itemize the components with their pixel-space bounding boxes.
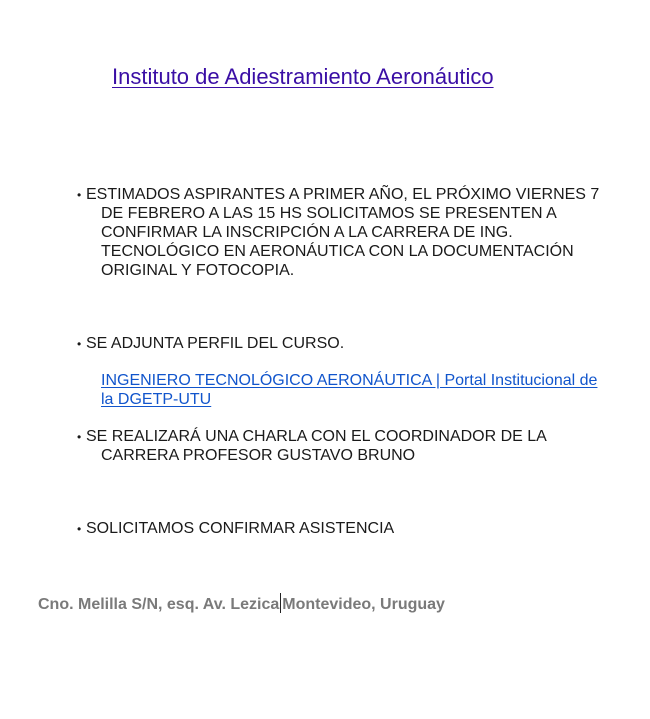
bullet-marker: • bbox=[77, 337, 82, 351]
bullet-text: SOLICITAMOS CONFIRMAR ASISTENCIA bbox=[86, 520, 395, 537]
bullet-marker: • bbox=[77, 188, 82, 202]
address-street: Cno. Melilla S/N, esq. Av. Lezica bbox=[38, 596, 280, 613]
bullet-text: SE ADJUNTA PERFIL DEL CURSO. bbox=[86, 335, 345, 352]
bullet-item-asistencia bbox=[77, 519, 607, 538]
course-profile-link[interactable]: INGENIERO TECNOLÓGICO AERONÁUTICA | Portal Institucional de la DGETP-UTU bbox=[101, 372, 598, 408]
bullet-text: SE REALIZARÁ UNA CHARLA CON EL COORDINADOR DE LA CARRERA PROFESOR GUSTAVO BRUNO bbox=[86, 428, 546, 464]
bullet-item-convocatoria bbox=[77, 185, 607, 280]
bullet-text: ESTIMADOS ASPIRANTES A PRIMER AÑO, EL PRÓXIMO VIERNES 7 DE FEBRERO A LAS 15 HS SOLICITAMOS SE PRESENTEN A CONFIRMAR LA INSCRIPCIÓN A LA CARRERA DE ING. TECNOLÓGICO EN AERONÁUTICA CON LA DOCUMENTACIÓN ORIGINAL Y FOTOCOPIA. bbox=[86, 186, 600, 279]
bullet-item-charla bbox=[77, 427, 607, 465]
bullet-marker: • bbox=[77, 430, 82, 444]
page-title-link[interactable]: Instituto de Adiestramiento Aeronáutico bbox=[112, 64, 494, 89]
bullet-marker: • bbox=[77, 522, 82, 536]
address-footer bbox=[38, 593, 445, 614]
address-city: Montevideo, Uruguay bbox=[282, 596, 445, 613]
bullet-item-perfil bbox=[77, 334, 607, 353]
